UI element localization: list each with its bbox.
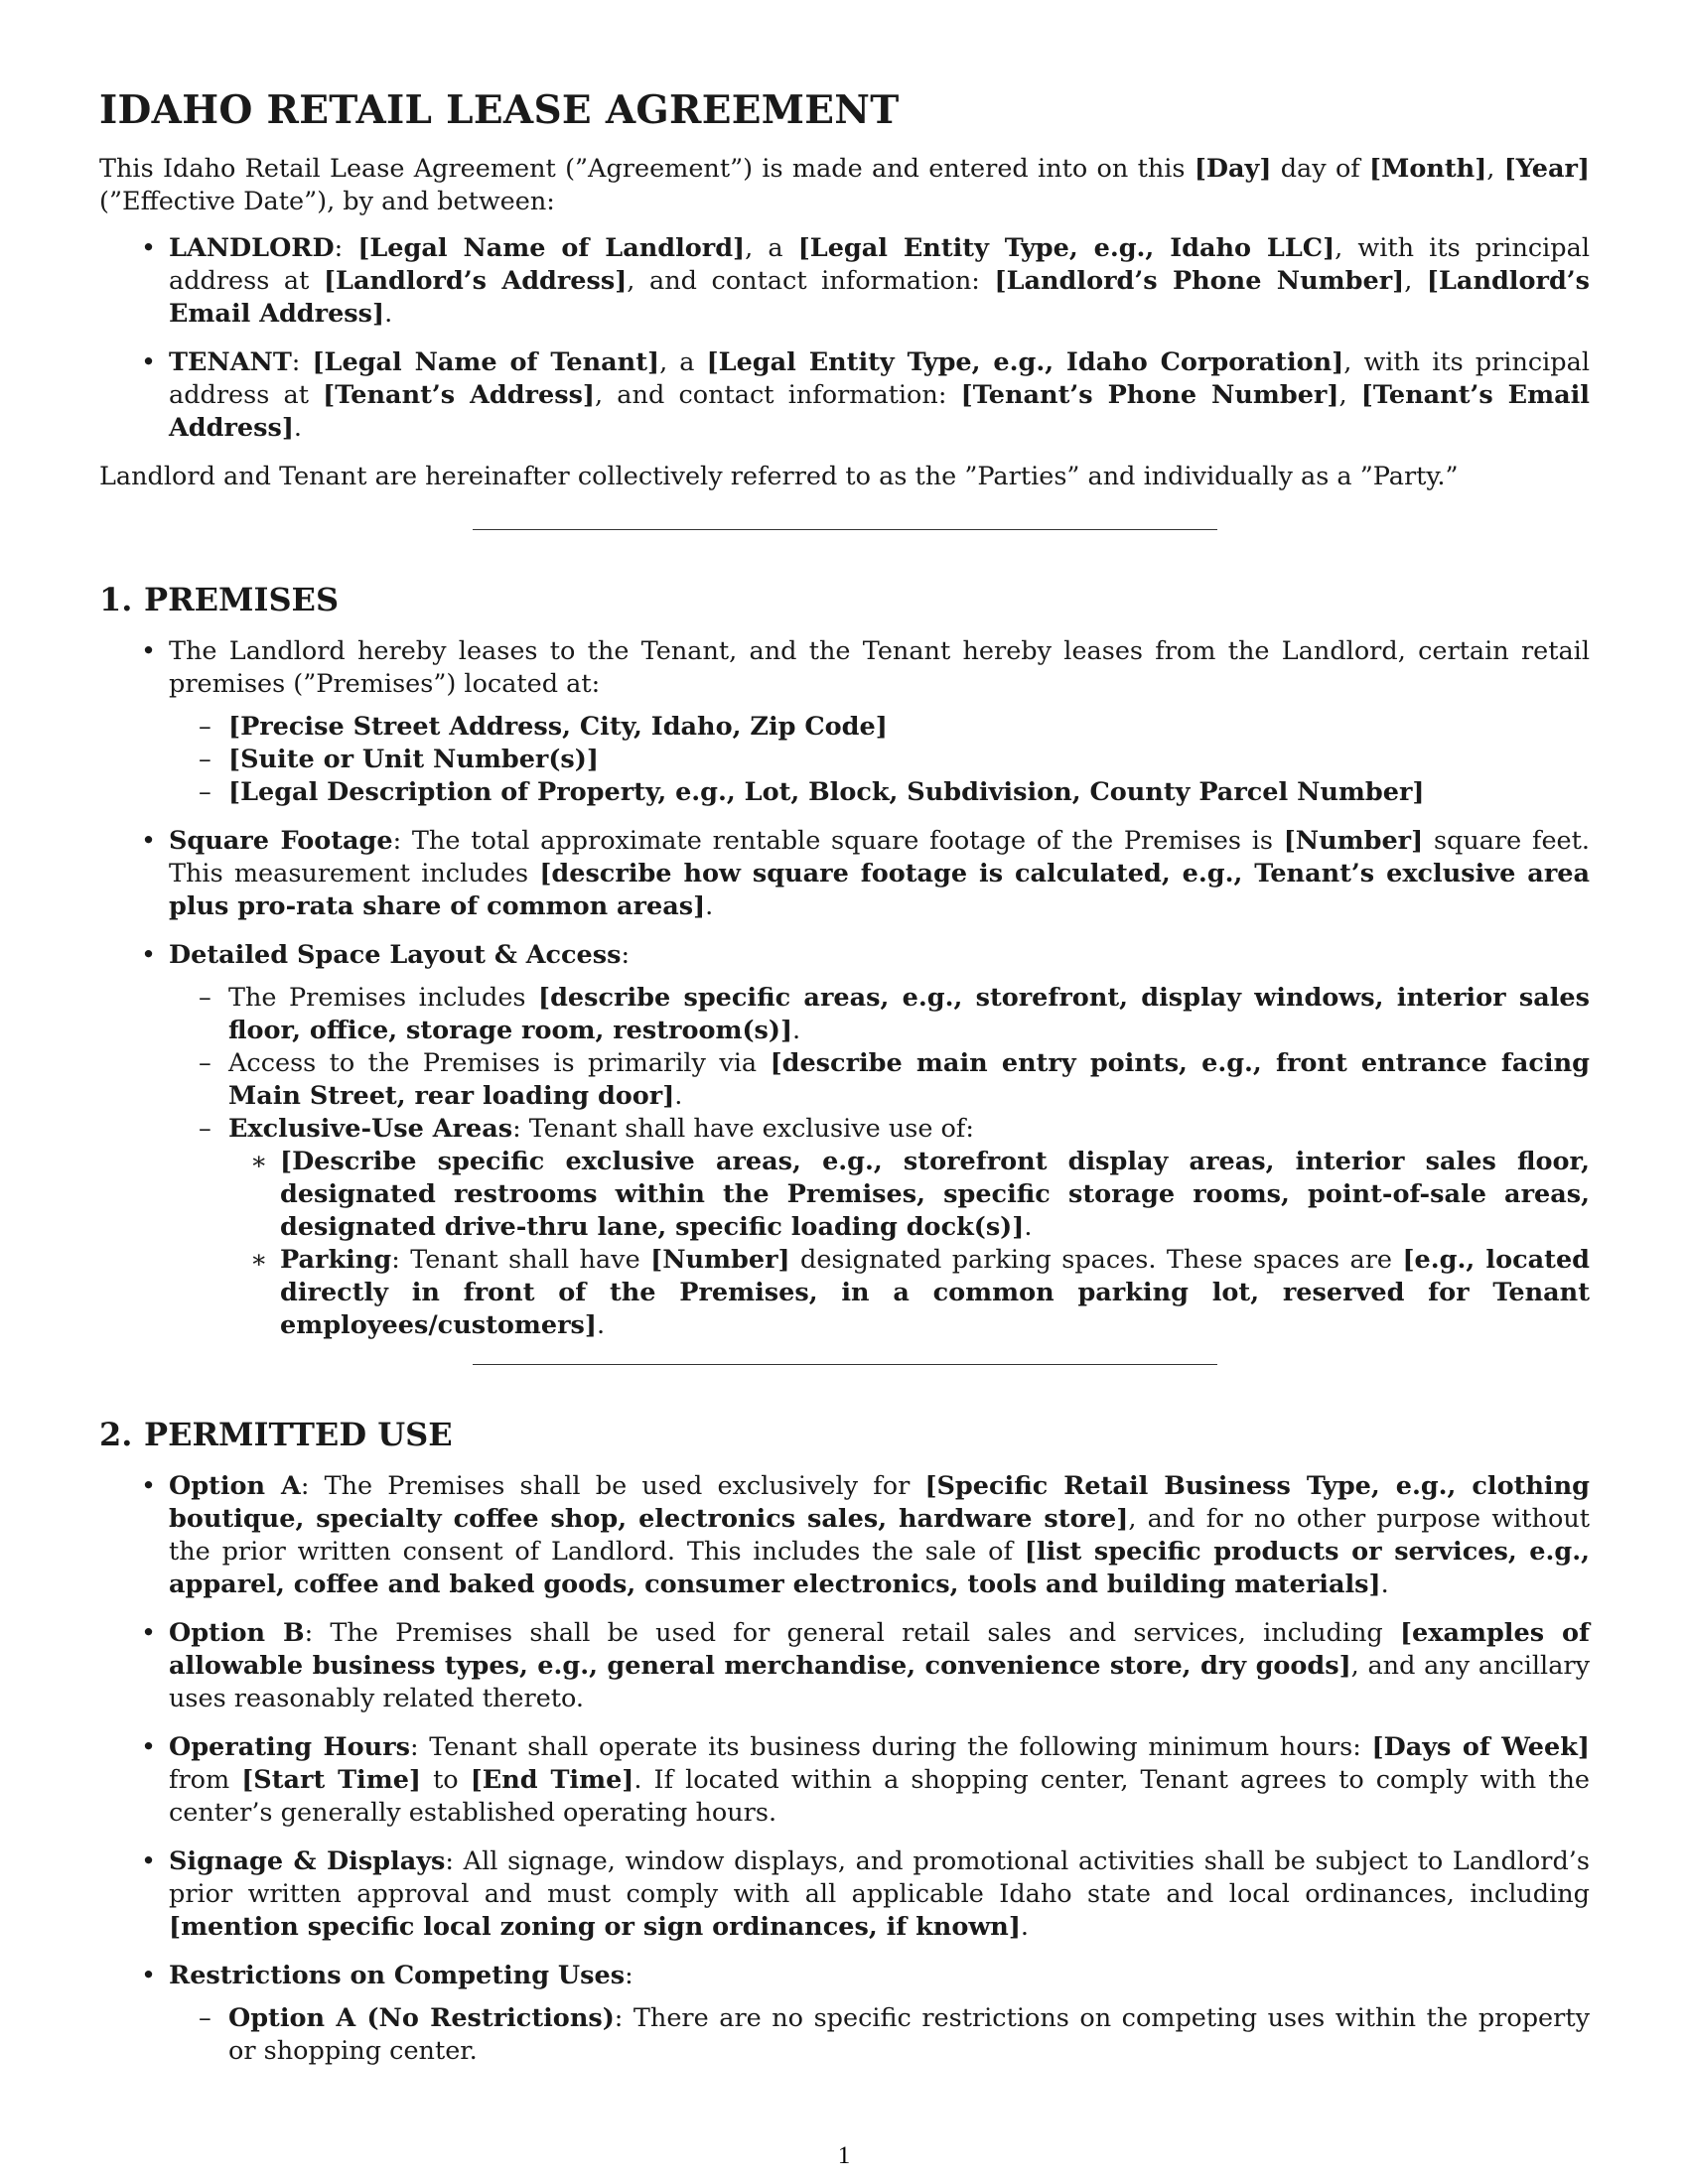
competing-uses-item: • Restrictions on Competing Uses: – Option A (No Restrictions): There are no specific restrictions on competing uses within the property or shopping center. (169, 1960, 1590, 2068)
year-placeholder: [Year] (1503, 154, 1591, 184)
tenant-item: • TENANT: [Legal Name of Tenant], a [Legal Entity Type, e.g., Idaho Corporation], with its principal address at [Tenant’s Address], and contact information: [Tenant’s Phone Number], [Tenant’s Email Address]. (169, 346, 1590, 445)
list-item: – The Premises includes [describe specific areas, e.g., storefront, display windows, interior sales floor, office, storage room, restroom(s)]. (228, 982, 1590, 1047)
document-title: IDAHO RETAIL LEASE AGREEMENT (99, 87, 900, 133)
operating-hours-item: • Operating Hours: Tenant shall operate its business during the following minimum hours: [Days of Week] from [Start Time] to [End Time]. If located within a shopping center, Tenant agrees to comply with the center’s generally established operating hours. (169, 1731, 1590, 1830)
square-footage-item: • Square Footage: The total approximate rentable square footage of the Premises is [Number] square feet. This measurement includes [describe how square footage is calculated, e.g., Tenant’s exclusive area plus pro-rata share of common areas]. (169, 825, 1590, 923)
option-a-item: • Option A: The Premises shall be used exclusively for [Specific Retail Business Type, e.g., clothing boutique, specialty coffee shop, electronics sales, hardware store], and for no other purpose without the prior written consent of Landlord. This includes the sale of [list specific products or services, e.g., apparel, coffee and baked goods, consumer electronics, tools and building materials]. (169, 1470, 1590, 1601)
list-item: – Access to the Premises is primarily via [describe main entry points, e.g., front entrance facing Main Street, rear loading door]. (228, 1047, 1590, 1113)
signage-item: • Signage & Displays: All signage, window displays, and promotional activities shall be subject to Landlord’s prior written approval and must comply with all applicable Idaho state and local ordinances, including [mention specific local zoning or sign ordinances, if known]. (169, 1845, 1590, 1944)
parking-item: ∗ Parking: Tenant shall have [Number] designated parking spaces. These spaces are [e.g., located directly in front of the Premises, in a common parking lot, reserved for Tenant employees/customers]. (280, 1244, 1590, 1342)
exclusive-use-sublist (228, 1146, 1590, 1342)
space-layout-item: • Detailed Space Layout & Access: – The Premises includes [describe specific areas, e.g., storefront, display windows, interior sales floor, office, storage room, restroom(s)]. – Access to the Premises is primarily via [describe main entry points, e.g., front entrance facing Main Street, rear loading door]. – Exclusive-Use Areas: Tenant shall have exclusive use of: ∗ [Describe specific exclusive areas, e.g., storefront display areas, interior sales floor, designated restrooms within the Premises, specific storage rooms, point-of-sale areas, designated drive-thru lane, specific loading dock(s)]. ∗ Parking: Tenant shall have [Number] designated parking spaces. These spaces are [e.g., located directly in front of the Premises, in a common parking lot, reserved for Tenant employees/customers]. (169, 939, 1590, 1342)
premises-list (99, 635, 1590, 1342)
permitted-use-list (99, 1470, 1590, 2068)
section-divider (473, 529, 1217, 530)
landlord-item: • LANDLORD: [Legal Name of Landlord], a [Legal Entity Type, e.g., Idaho LLC], with its principal address at [Landlord’s Address], and contact information: [Landlord’s Phone Number], [Landlord’s Email Address]. (169, 232, 1590, 331)
day-placeholder: [Day] (1194, 154, 1272, 184)
list-item: ∗ [Describe specific exclusive areas, e.g., storefront display areas, interior sales floor, designated restrooms within the Premises, specific storage rooms, point-of-sale areas, designated drive-thru lane, specific loading dock(s)]. (280, 1146, 1590, 1244)
month-placeholder: [Month] (1369, 154, 1487, 184)
list-item: – [Legal Description of Property, e.g., Lot, Block, Subdivision, County Parcel Number] (228, 776, 1590, 809)
list-item: – Option A (No Restrictions): There are no specific restrictions on competing uses within the property or shopping center. (228, 2002, 1590, 2068)
exclusive-use-item: – Exclusive-Use Areas: Tenant shall have exclusive use of: ∗ [Describe specific exclusive areas, e.g., storefront display areas, interior sales floor, designated restrooms within the Premises, specific storage rooms, point-of-sale areas, designated drive-thru lane, specific loading dock(s)]. ∗ Parking: Tenant shall have [Number] designated parking spaces. These spaces are [e.g., located directly in front of the Premises, in a common parking lot, reserved for Tenant employees/customers]. (228, 1113, 1590, 1342)
list-item: – [Precise Street Address, City, Idaho, Zip Code] (228, 711, 1590, 744)
layout-sublist (169, 982, 1590, 1342)
premises-location-list (169, 711, 1590, 809)
list-item: – [Suite or Unit Number(s)] (228, 744, 1590, 776)
section-2-heading: 2. PERMITTED USE (99, 1416, 453, 1453)
option-b-item: • Option B: The Premises shall be used for general retail sales and services, including [examples of allowable business types, e.g., general merchandise, convenience store, dry goods], and any ancillary uses reasonably related thereto. (169, 1617, 1590, 1715)
premises-lease-item: • The Landlord hereby leases to the Tenant, and the Tenant hereby leases from the Landlord, certain retail premises (”Premises”) located at: – [Precise Street Address, City, Idaho, Zip Code] – [Suite or Unit Number(s)] – [Legal Description of Property, e.g., Lot, Block, Subdivision, County Parcel Number] (169, 635, 1590, 809)
competing-uses-sublist (169, 2002, 1590, 2068)
intro-paragraph: This Idaho Retail Lease Agreement (”Agreement”) is made and entered into on this [Day] day of [Month], [Year] (”Effective Date”), by and between: (99, 154, 1591, 216)
section-1-heading: 1. PREMISES (99, 581, 340, 618)
parties-list (99, 232, 1590, 445)
page-number: 1 (837, 2142, 851, 2169)
section-divider (473, 1364, 1217, 1365)
parties-note: Landlord and Tenant are hereinafter collectively referred to as the ”Parties” and individually as a ”Party.” (99, 462, 1459, 491)
